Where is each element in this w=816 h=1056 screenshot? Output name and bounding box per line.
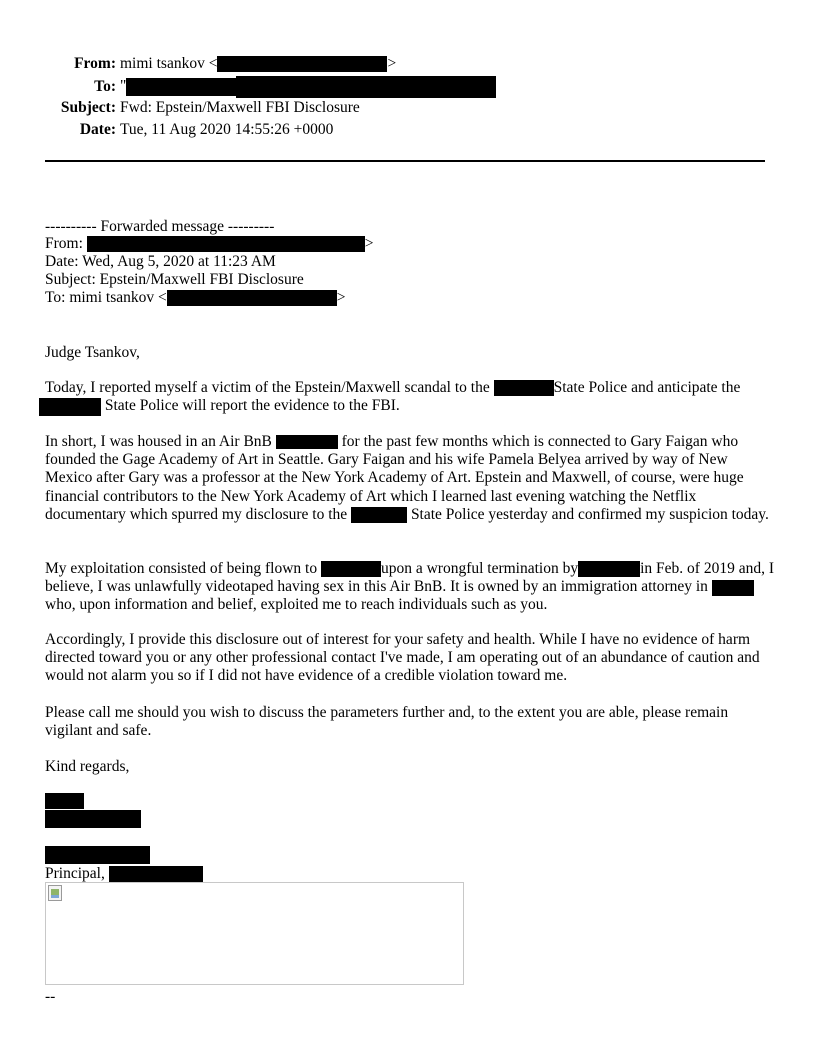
principal-label: Principal,	[45, 865, 105, 882]
forwarded-from-line: From: >	[45, 235, 374, 252]
redacted-from-email	[217, 56, 387, 72]
p2-text-a: In short, I was housed in an Air BnB	[45, 433, 272, 450]
paragraph-3	[45, 560, 775, 615]
date-value: Tue, 11 Aug 2020 14:55:26 +0000	[120, 121, 334, 138]
subject-value: Fwd: Epstein/Maxwell FBI Disclosure	[120, 99, 360, 116]
p1-text-c: State Police will report the evidence to the FBI.	[104, 397, 400, 415]
redacted-employer	[578, 561, 640, 577]
header-from-row: From: mimi tsankov < >	[0, 54, 396, 74]
to-label: To:	[94, 77, 116, 95]
redacted-state-3	[351, 507, 407, 523]
date-label: Date:	[79, 121, 116, 138]
paragraph-4: Accordingly, I provide this disclosure out of interest for your safety and health. While I have no evidence of harm directed toward you or any other professional contact I've made, I am operating out of an abundance of caution and would not alarm you so if I did not have evidence of a credible violation toward me.	[45, 631, 760, 685]
redacted-signature-name	[45, 793, 84, 809]
p3-text-c: in Feb. of 2019 and, I believe, I was unlawfully videotaped having sex in this Air BnB. It is owned by an immigration attorney in	[45, 560, 774, 596]
redacted-destination	[321, 561, 381, 577]
closing: Kind regards,	[45, 758, 130, 775]
redacted-to-name	[126, 78, 236, 96]
header-subject-row	[0, 98, 360, 118]
forwarded-banner: ---------- Forwarded message ---------	[45, 218, 275, 235]
signature-separator: --	[45, 988, 56, 1005]
p2-text-c: State Police yesterday and confirmed my suspicion today.	[410, 505, 769, 523]
forwarded-date-line: Date: Wed, Aug 5, 2020 at 11:23 AM	[45, 253, 276, 270]
from-name: mimi tsankov	[120, 55, 205, 72]
redacted-city	[712, 580, 754, 596]
principal-line	[45, 865, 203, 883]
redacted-state-2	[39, 398, 101, 416]
header-to-row	[0, 76, 496, 96]
forwarded-subject-line: Subject: Epstein/Maxwell FBI Disclosure	[45, 271, 304, 288]
p3-text-b: upon a wrongful termination by	[380, 560, 579, 577]
redacted-to-email	[236, 76, 496, 98]
forwarded-to-line: To: mimi tsankov < >	[45, 289, 346, 306]
from-label: From:	[74, 55, 116, 72]
redacted-signature-company	[45, 846, 150, 864]
redacted-signature-title	[45, 810, 141, 828]
p3-text-a: My exploitation consisted of being flown to	[45, 560, 318, 577]
p1-text-b: State Police and anticipate the	[553, 379, 741, 396]
header-date-row	[0, 120, 333, 140]
subject-label: Subject:	[60, 99, 116, 116]
p1-text-a: Today, I reported myself a victim of the Epstein/Maxwell scandal to the	[45, 379, 490, 396]
redacted-forwarded-to-email	[167, 290, 337, 306]
forwarded-to-prefix: To: mimi tsankov	[45, 289, 155, 306]
forwarded-from-label: From:	[45, 235, 83, 252]
redacted-state-1	[494, 380, 554, 396]
p2-text-b: for the past few months which is connected to Gary Faigan who founded the Gage Academy of Art in Seattle. Gary Faigan and his wife Pamela Belyea arrived by way of New Mexico after Gary was a professor at the New York Academy of Art. Epstein and Maxwell, of course, were huge financial contributors to the New York Academy of Art which I learned last evening watching the Netflix documentary which spurred my disclosure to the	[45, 433, 744, 523]
paragraph-5: Please call me should you wish to discuss the parameters further and, to the extent you are able, please remain vigilant and safe.	[45, 704, 729, 740]
header-divider	[45, 160, 765, 162]
greeting: Judge Tsankov,	[45, 344, 140, 361]
redacted-location-1	[276, 435, 338, 449]
paragraph-2	[45, 433, 775, 524]
paragraph-1	[45, 379, 775, 416]
redacted-principal-org	[109, 866, 203, 882]
p3-text-d: who, upon information and belief, exploited me to reach individuals such as you.	[45, 596, 548, 614]
redacted-forwarded-from	[87, 236, 365, 252]
to-quote: "	[120, 77, 127, 95]
signature-image-placeholder	[45, 882, 464, 985]
broken-image-icon	[48, 885, 62, 901]
